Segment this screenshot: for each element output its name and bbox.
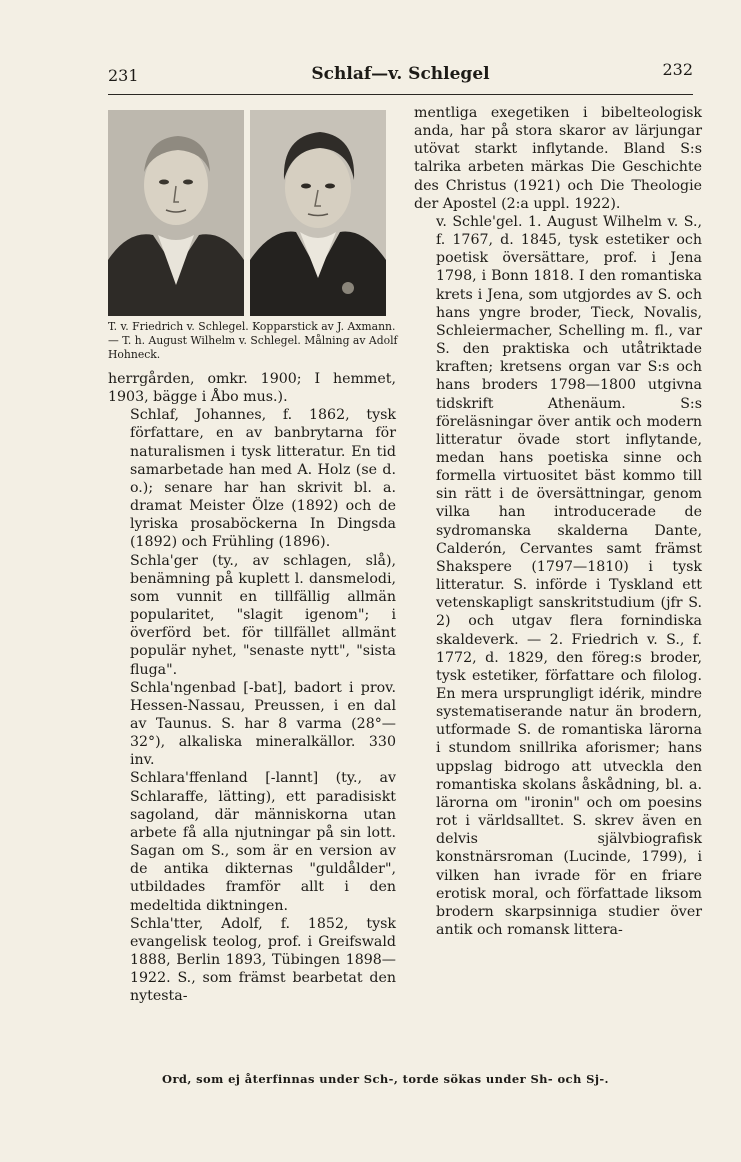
entry-continuation: herrgården, omkr. 1900; I hemmet, 1903, bägge i Åbo mus.). [108,371,396,406]
page-header [108,56,693,92]
page-footer-note: Ord, som ej återfinnas under Sch-, torde sökas under Sh- och Sj-. [162,1072,609,1086]
portrait-august-wilhelm-schlegel [250,110,386,316]
running-title: Schlaf—v. Schlegel [311,64,490,84]
header-rule [108,94,693,95]
entry-schlangenbad: Schla'ngenbad [-bat], badort i prov. Hessen-Nassau, Preussen, i en dal av Taunus. S. har 8 varma (28°—32°), alkaliska mineralkällor. 330 inv. [130,679,396,769]
page-number-right: 232 [662,60,693,79]
entry-v-schlegel: v. Schle'gel. 1. August Wilhelm v. S., f. 1767, d. 1845, tysk estetiker och poetisk översättare, prof. i Jena 1798, i Bonn 1818. I den romantiska krets i Jena, som utgjordes av S. och hans yngre broder, Tieck, Novalis, Schleiermacher, Schelling m. fl., var S. den praktiska och utåtriktade kraften; kretsens organ var S:s och hans broders 1798—1800 utgivna tidskrift Athenäum. S:s föreläsningar över antik och modern litteratur övade stort inflytande, medan hans poetiska sinne och formella virtuositet bäst kommo till sin rätt i de översättningar, genom vilka han introducerade de sydromanska skalderna Dante, Calderón, Cervantes samt främst Shakspere (1797—1810) i tysk litteratur. S. införde i Tyskland ett vetenskapligt sanskritstudium (jfr S. 2) och utgav flera fornindiska skaldeverk. — 2. Friedrich v. S., f. 1772, d. 1829, den föreg:s broder, tysk estetiker, författare och filolog. En mera ursprungligt idérik, mindre systematiserande natur än brodern, utformade S. de romantiska lärorna i stundom snillrika aforismer; hans uppslag bidrogo att utveckla den romantiska skolans åskådning, bl. a. lärorna om "ironin" och om poesins rot i världsalltet. S. skrev även en delvis självbiografisk konstnärsroman (Lucinde, 1799), i vilken han ivrade för en friare erotisk moral, och författade liksom brodern skarpsinniga studier över antik och romansk littera- [436,213,702,939]
entry-schlatter: Schla'tter, Adolf, f. 1852, tysk evangelisk teolog, prof. i Greifswald 1888, Berlin 1893, Tübingen 1898—1922. S., som främst bearbetat den nytesta- [130,915,396,1005]
portrait-figure [108,110,392,316]
figure-caption: T. v. Friedrich v. Schlegel. Kopparstick av J. Axmann. — T. h. August Wilhelm v. Schlegel. Målning av Adolf Hohneck. [108,320,398,361]
right-column [414,104,702,939]
entry-schlaraffenland: Schlara'ffenland [-lannt] (ty., av Schlaraffe, lätting), ett paradisiskt sagoland, där människorna utan arbete få alla njutningar på sin lott. Sagan om S., som är en version av de antika dikternas "guldålder", utbildades framför allt i den medeltida diktningen. [130,770,396,914]
entry-schlaf: Schlaf, Johannes, f. 1862, tysk författare, en av banbrytarna för naturalismen i tysk litteratur. En tid samarbetade han med A. Holz (se d. o.); senare har han skrivit bl. a. dramat Meister Ölze (1892) och de lyriska prosaböckerna In Dingsda (1892) och Frühling (1896). [130,407,396,551]
left-column [108,370,396,1005]
entry-continuation-right: mentliga exegetiken i bibelteologisk anda, har på stora skaror av lärjungar utövat starkt inflytande. Bland S:s talrika arbeten märkas Die Geschichte des Christus (1921) och Die Theologie der Apostel (2:a uppl. 1922). [414,105,702,212]
portrait-friedrich-schlegel [108,110,244,316]
entry-schlager: Schla'ger (ty., av schlagen, slå), benämning på kuplett l. dansmelodi, som vunnit en tillfällig allmän popularitet, "slagit igenom"; i överförd bet. för tillfället allmänt populär nyhet, "senaste nytt", "sista fluga". [130,552,396,678]
page-number-left: 231 [108,66,139,85]
